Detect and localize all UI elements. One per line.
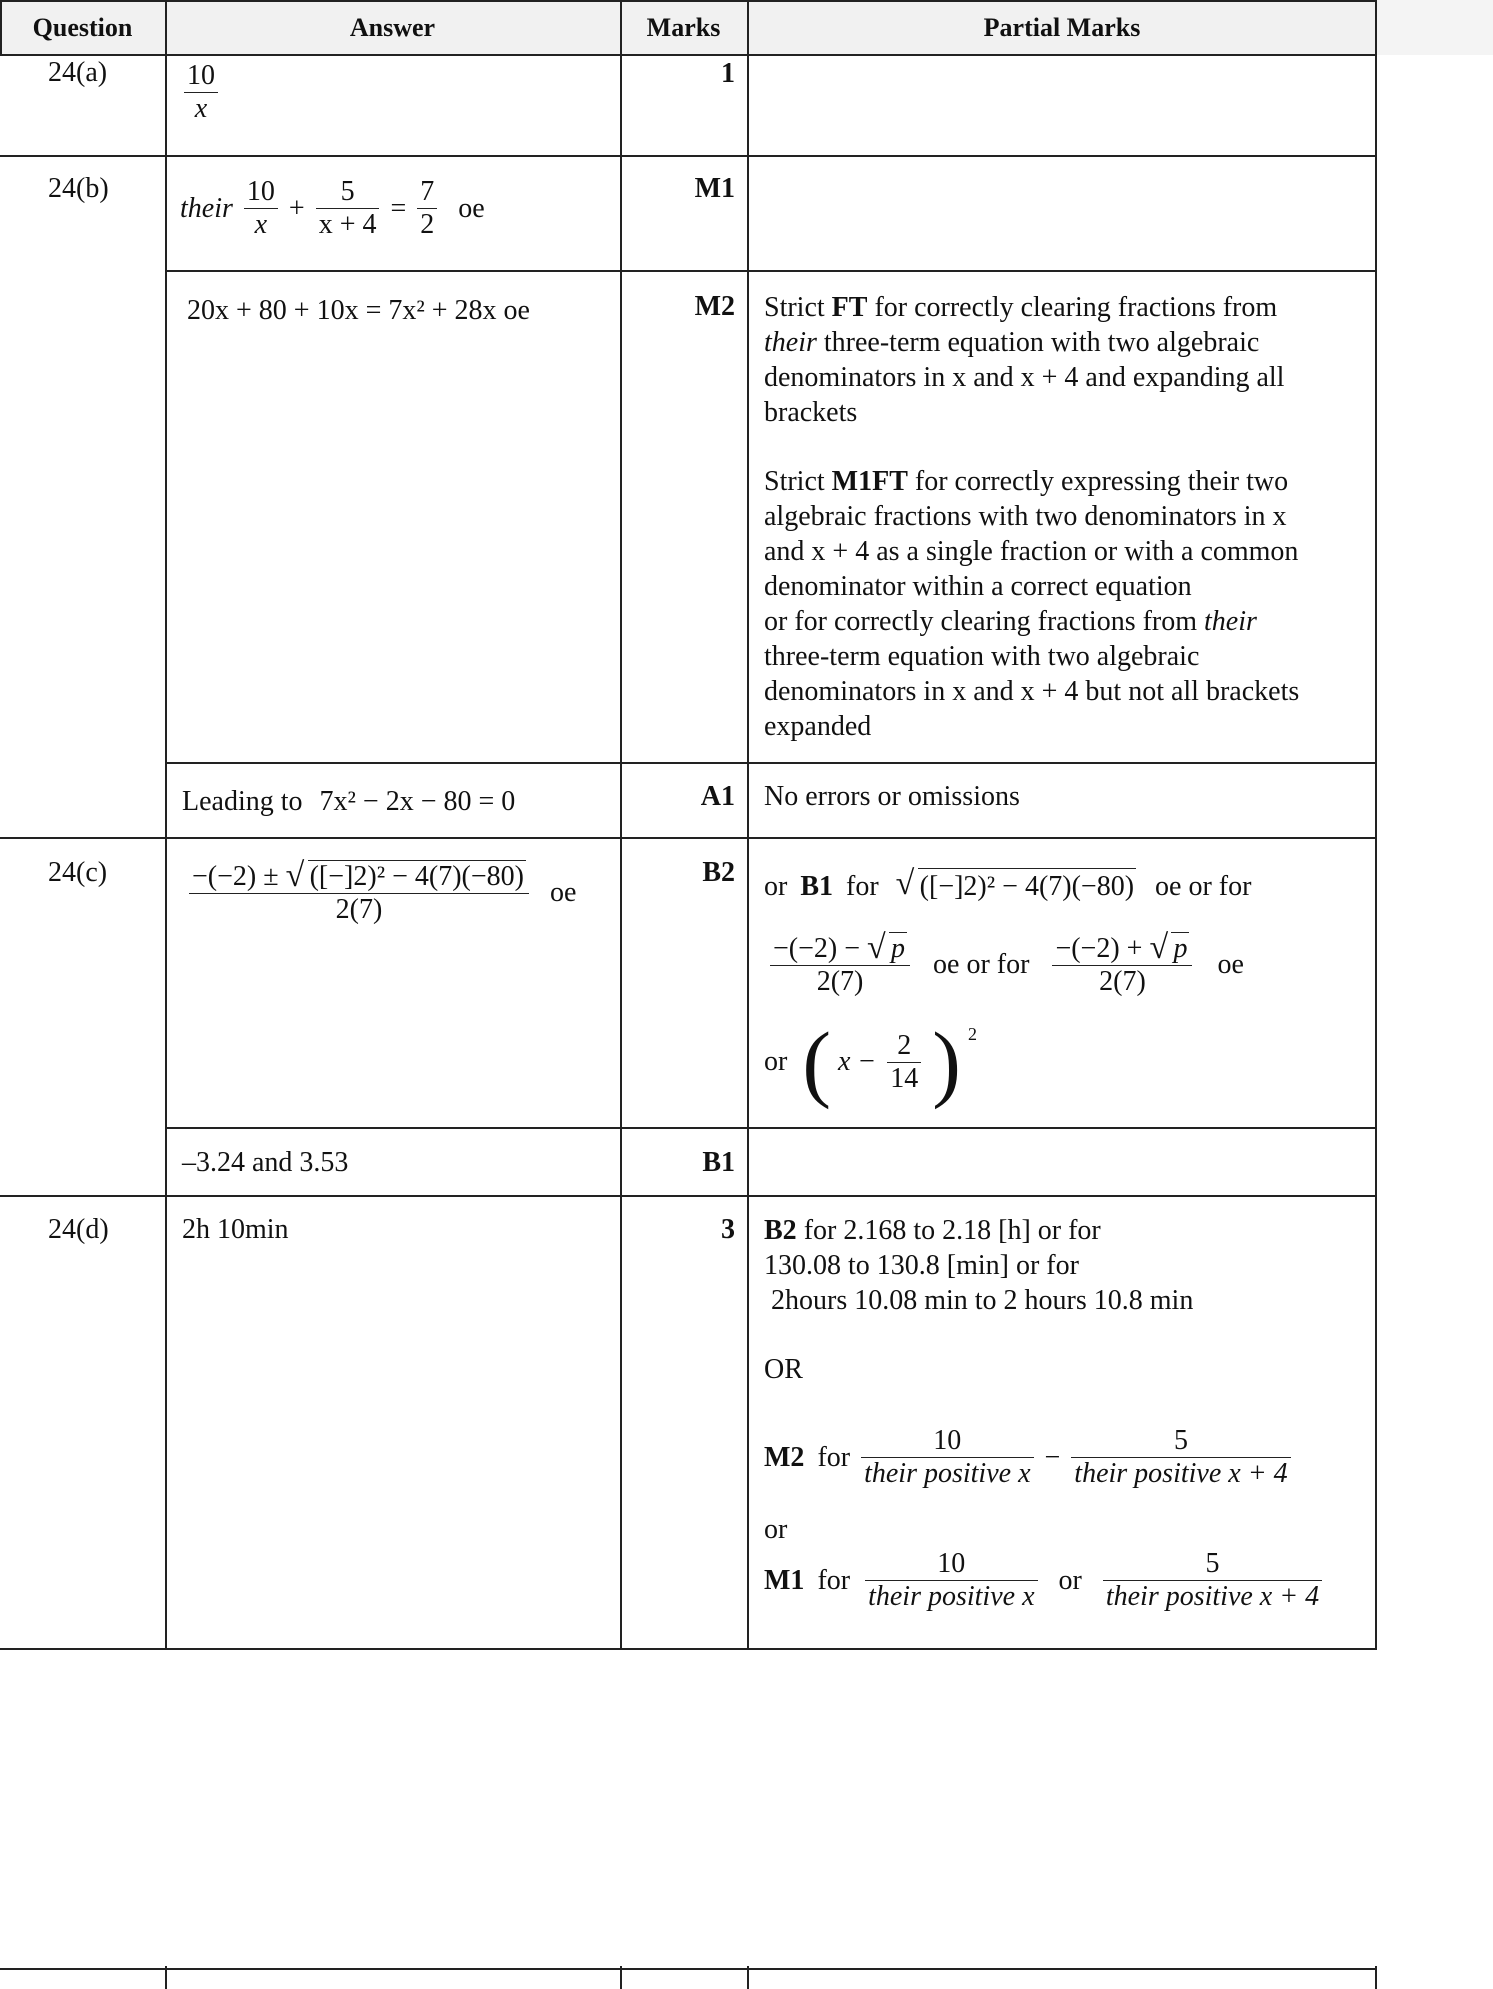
denominator: 2(7) [335,894,383,925]
leading-to: Leading to [182,786,303,817]
for: for [817,1441,851,1473]
radical-sign: √ [285,857,305,894]
partial-b2-line3: denominators in x and x + 4 and expanding all [764,362,1285,393]
for: for [846,871,879,902]
their-word: their [764,327,817,358]
square-root [895,865,1136,905]
denominator: 2(7) [816,966,864,997]
root-plus-fraction [1052,929,1192,998]
header-marks: Marks [646,13,721,42]
denominator: x [194,93,208,124]
text: Strict [764,292,832,323]
square-root [1149,929,1189,966]
minus-sign: − [1044,1441,1061,1473]
or: or [1058,1564,1082,1596]
fraction-7-over-2 [417,176,437,241]
col-divider-2 [620,0,622,1650]
col-divider-3 [747,0,749,1650]
their-word: their [180,192,233,224]
numerator: 10 [861,1425,1033,1458]
text: oe or for [933,949,1030,980]
text: for correctly expressing their two [907,466,1289,497]
root-minus-fraction [770,929,910,998]
answer-a [180,60,222,125]
partial-b2 [764,290,1364,744]
paragraph-gap [764,430,1364,464]
partial-c1-line1 [764,865,1252,905]
fraction-2-over-14 [887,1030,921,1095]
radicand: p [891,933,906,964]
rule-a [0,155,1377,157]
partial-d-line1 [764,1213,1364,1248]
denominator: their positive x [864,1458,1031,1489]
mark-c1: B2 [702,857,735,888]
denominator: their positive x + 4 [1105,1581,1320,1612]
square-exponent: 2 [967,1024,977,1044]
answer-b1 [180,176,485,241]
numerator: 5 [1103,1548,1322,1581]
radical-sign: √ [1149,929,1169,966]
header-question: Question [32,13,133,42]
answer-c1 [185,857,577,926]
numerator: 5 [1071,1425,1290,1458]
oe-note: oe [1217,949,1244,980]
text: −(−2) + [1055,933,1143,964]
denominator: 14 [890,1062,919,1094]
col-right-edge [1375,0,1377,1650]
m1ft-code: M1FT [831,466,908,497]
col-divider-1 [165,0,167,1650]
partial-b3: No errors or omissions [764,781,1020,812]
fraction-10-over-their-x [861,1425,1033,1490]
fraction-10-over-x [184,60,218,125]
question-label-c: 24(c) [48,857,108,888]
rule-c [0,1195,1377,1197]
col-divider-1-next [165,1966,167,1989]
b2-code: B2 [764,1215,797,1246]
x-minus: x − [837,1046,877,1077]
numerator: 5 [316,176,380,209]
paragraph-gap [764,1318,1364,1352]
rule-b [0,837,1377,839]
text: Strict [764,466,832,497]
denominator: 2(7) [1099,966,1146,997]
answer-b2: 20x + 80 + 10x = 7x² + 28x oe [187,295,530,326]
partial-d-text [764,1213,1364,1387]
radical-sign: √ [895,865,915,902]
col-divider-3-next [747,1966,749,1989]
rule-b2 [165,762,1377,764]
partial-d-m2 [764,1425,1295,1490]
fraction-10-over-their-x [865,1548,1037,1613]
question-label-a: 24(a) [48,57,108,88]
denominator: their positive x + 4 [1074,1458,1288,1489]
square-root [867,929,907,966]
radical-sign: √ [867,929,886,966]
right-paren: ) [932,1014,961,1110]
quadratic-equation: 7x² − 2x − 80 = 0 [319,786,516,817]
numerator: 2 [887,1030,921,1063]
partial-b2-line11: denominators in x and x + 4 but not all brackets [764,676,1300,707]
square-root [285,857,526,894]
radicand: ([−]2)² − 4(7)(−80) [309,861,524,892]
radicand: ([−]2)² − 4(7)(−80) [918,868,1136,905]
text: −(−2) − [773,933,861,964]
numerator: 10 [244,176,278,209]
partial-b2-line5 [764,464,1364,499]
answer-b3 [182,784,515,820]
m1-code: M1 [764,1564,805,1596]
rule-next [0,1968,1377,1970]
denominator: 2 [420,209,435,240]
mark-c2: B1 [702,1147,735,1178]
denominator: x [254,209,268,240]
numerator: 10 [865,1548,1037,1581]
partial-b2-line1 [764,290,1364,325]
partial-b2-line10: three-term equation with two algebraic [764,641,1200,672]
numerator [770,929,910,966]
mark-d: 3 [721,1214,735,1245]
text: three-term equation with two algebraic [816,327,1260,358]
partial-b2-line8: denominator within a correct equation [764,571,1192,602]
numerator [1052,929,1192,966]
m2-code: M2 [764,1441,805,1473]
for: for [817,1564,851,1596]
partial-d-m1 [764,1548,1326,1613]
mark-b3: A1 [700,781,735,812]
fraction-5-over-their-x-plus-4 [1103,1548,1322,1613]
fraction-5-over-x-plus-4 [316,176,380,241]
text: or for correctly clearing fractions from [764,606,1205,637]
partial-b2-line12: expanded [764,711,872,742]
mark-b1: M1 [694,173,735,204]
fraction-10-over-x [244,176,278,241]
oe-note: oe [458,192,485,224]
question-label-b: 24(b) [48,173,109,204]
or: or [764,871,788,902]
header-answer: Answer [349,13,436,42]
partial-d-line3: 2hours 10.08 min to 2 hours 10.8 min [764,1285,1194,1316]
rule-c1 [165,1127,1377,1129]
partial-d-line2: 130.08 to 130.8 [min] or for [764,1250,1079,1281]
denominator: their positive x [868,1581,1035,1612]
text: oe or for [1155,871,1252,902]
numerator: 10 [184,60,218,93]
partial-c1-line3 [764,1014,977,1110]
rule-b1 [165,270,1377,272]
partial-b2-line4: brackets [764,397,858,428]
partial-c1-line2 [766,929,1244,998]
partial-b2-line6: algebraic fractions with two denominators in x [764,501,1287,532]
col-right-edge-next [1375,1966,1377,1989]
header-partial-marks: Partial Marks [983,13,1141,42]
partial-d-or-lower: or [764,1514,788,1545]
answer-c2: –3.24 and 3.53 [182,1147,349,1178]
text: for correctly clearing fractions from [867,292,1278,323]
mark-a: 1 [721,58,735,89]
header-margin [1377,0,1493,55]
question-label-d: 24(d) [48,1214,109,1245]
or: or [764,1046,788,1077]
answer-d: 2h 10min [182,1214,289,1245]
equals-sign: = [390,192,407,224]
partial-b2-line9 [764,604,1364,639]
b1-code: B1 [800,871,834,902]
their-word: their [1204,606,1257,637]
partial-b2-line7: and x + 4 as a single fraction or with a common [764,536,1299,567]
left-paren: ( [802,1014,831,1110]
numerator: 7 [417,176,437,209]
text: for 2.168 to 2.18 [h] or for [796,1215,1101,1246]
rule-d [0,1648,1377,1650]
col-divider-2-next [620,1966,622,1989]
partial-d-or: OR [764,1354,803,1385]
fraction-5-over-their-x-plus-4 [1071,1425,1290,1490]
mark-b2: M2 [694,291,735,322]
ft-code: FT [831,292,868,323]
plus-sign: + [288,192,305,224]
denominator: x + 4 [318,209,377,240]
numerator [189,857,529,894]
text: −(−2) ± [192,861,279,892]
quadratic-formula-fraction [189,857,529,926]
oe-note: oe [549,877,577,908]
radicand: p [1173,933,1188,964]
partial-b2-line2 [764,325,1364,360]
